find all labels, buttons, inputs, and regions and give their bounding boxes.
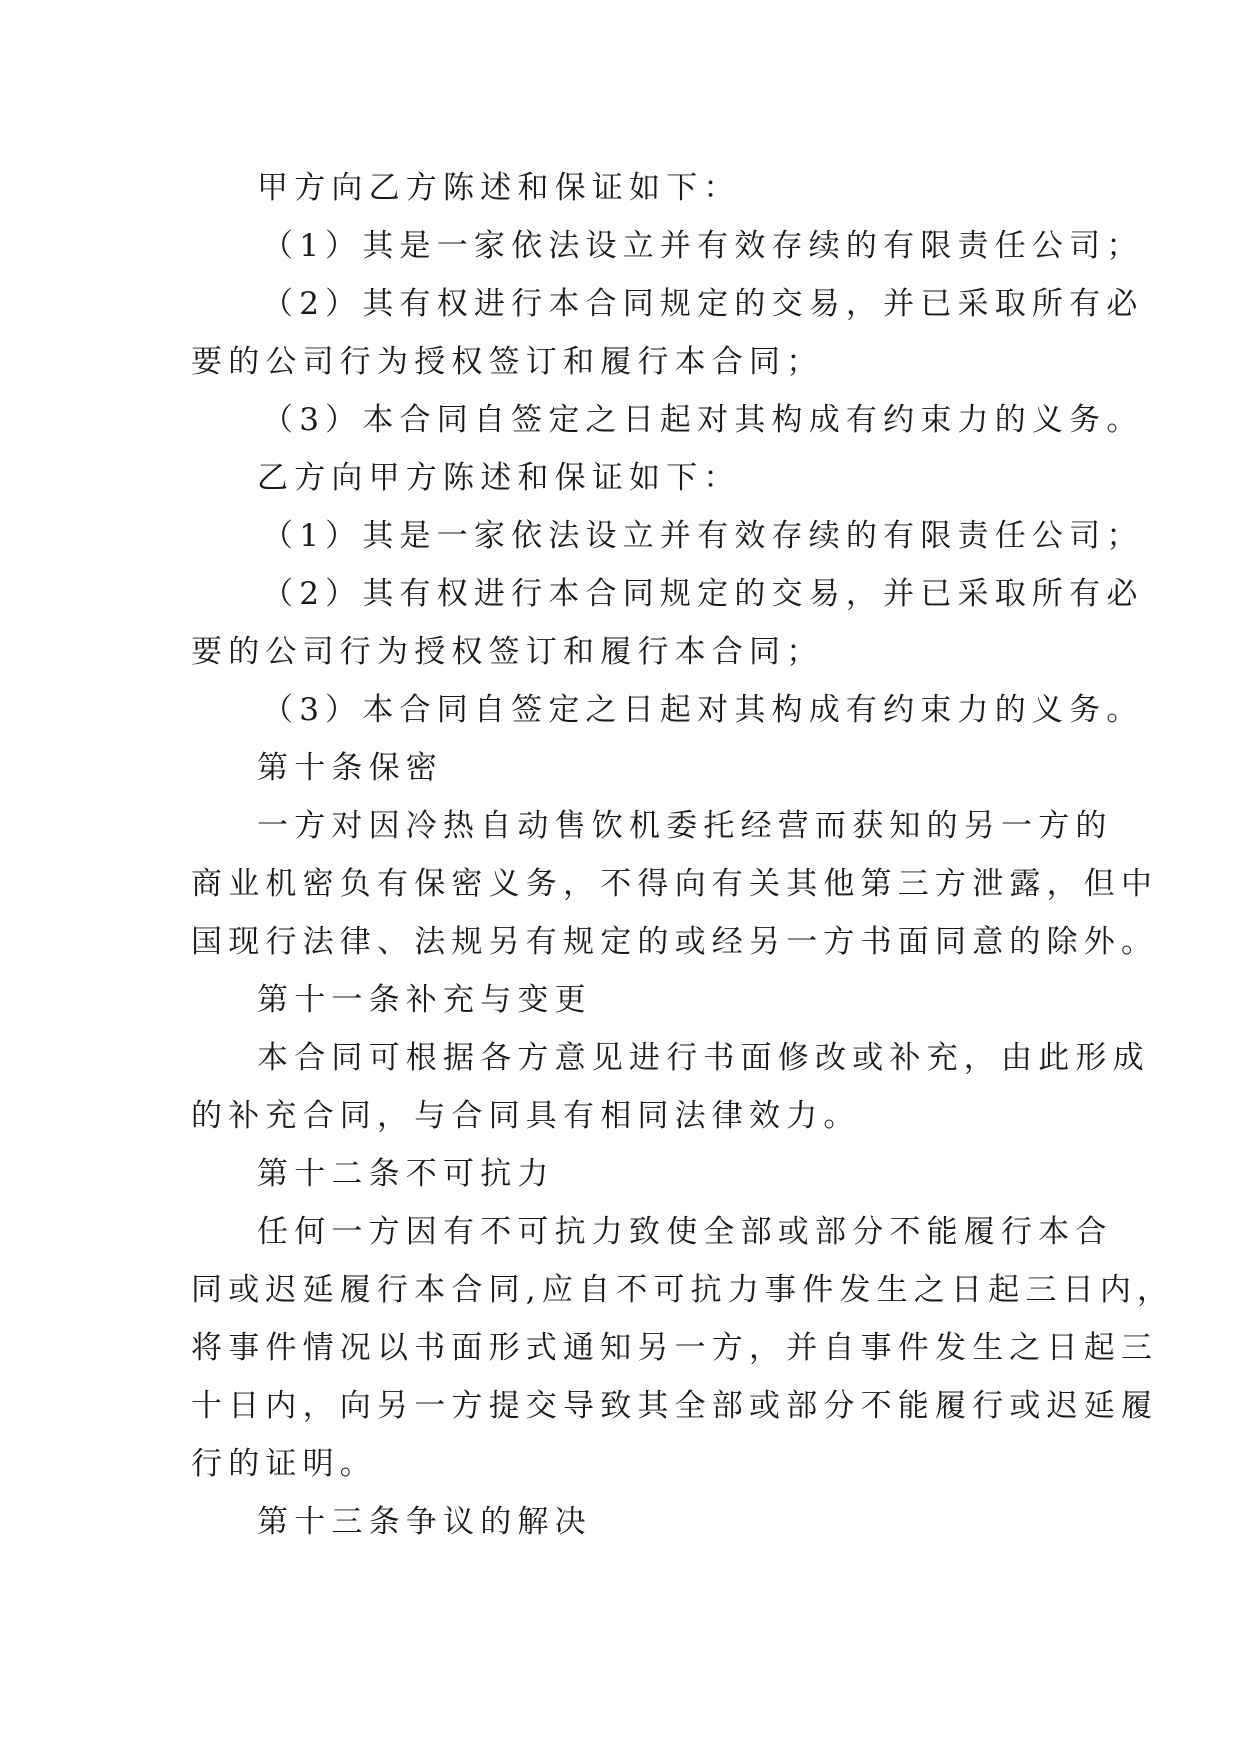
article-13-heading: 第十三条争议的解决: [257, 1504, 592, 1540]
article-10-paragraph-line: 商业机密负有保密义务，不得向有关其他第三方泄露，但中: [191, 866, 1159, 902]
article-12-paragraph-line: 任何一方因有不可抗力致使全部或部分不能履行本合: [257, 1214, 1113, 1250]
article-12-paragraph-line: 将事件情况以书面形式通知另一方，并自事件发生之日起三: [191, 1330, 1159, 1366]
article-11-paragraph-line: 的补充合同，与合同具有相同法律效力。: [191, 1098, 861, 1134]
party-b-representations-heading: 乙方向甲方陈述和保证如下：: [257, 460, 741, 496]
article-12-paragraph-line: 同或迟延履行本合同,应自不可抗力事件发生之日起三日内，: [191, 1272, 1175, 1308]
party-a-item-2: （2）其有权进行本合同规定的交易，并已采取所有必: [262, 286, 1144, 322]
article-12-heading: 第十二条不可抗力: [257, 1156, 555, 1192]
article-11-paragraph-line: 本合同可根据各方意见进行书面修改或补充，由此形成: [257, 1040, 1150, 1076]
party-b-item-3: （3）本合同自签定之日起对其构成有约束力的义务。: [262, 692, 1144, 728]
article-12-paragraph-line: 十日内，向另一方提交导致其全部或部分不能履行或迟延履: [191, 1388, 1159, 1424]
article-11-heading: 第十一条补充与变更: [257, 982, 592, 1018]
party-a-item-1: （1）其是一家依法设立并有效存续的有限责任公司；: [262, 228, 1144, 264]
party-b-item-2: （2）其有权进行本合同规定的交易，并已采取所有必: [262, 576, 1144, 612]
article-10-heading: 第十条保密: [257, 750, 443, 786]
party-a-representations-heading: 甲方向乙方陈述和保证如下：: [257, 170, 741, 206]
article-12-paragraph-line: 行的证明。: [191, 1446, 377, 1482]
article-10-paragraph-line: 一方对因冷热自动售饮机委托经营而获知的另一方的: [257, 808, 1113, 844]
party-a-item-3: （3）本合同自签定之日起对其构成有约束力的义务。: [262, 402, 1144, 438]
article-10-paragraph-line: 国现行法律、法规另有规定的或经另一方书面同意的除外。: [191, 924, 1159, 960]
party-b-item-1: （1）其是一家依法设立并有效存续的有限责任公司；: [262, 518, 1144, 554]
party-a-item-2-cont: 要的公司行为授权签订和履行本合同；: [191, 344, 824, 380]
party-b-item-2-cont: 要的公司行为授权签订和履行本合同；: [191, 634, 824, 670]
